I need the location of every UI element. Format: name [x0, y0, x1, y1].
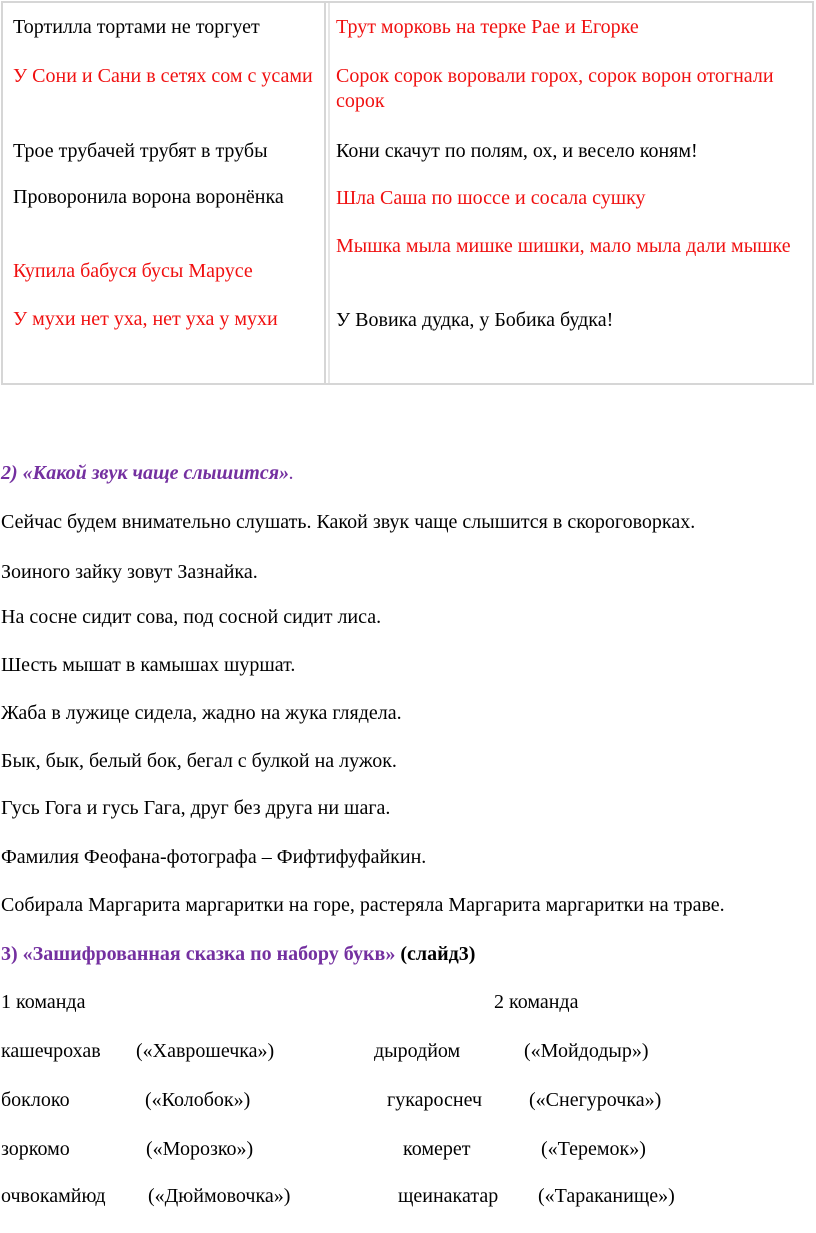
section-3-heading-suffix: (слайд3) [395, 943, 476, 965]
twister-line: Жаба в лужице сидела, жадно на жука глядела. [1, 702, 402, 724]
section-2-intro: Сейчас будем внимательно слушать. Какой звук чаще слышится в скороговорках. [1, 511, 696, 533]
twister-line: Гусь Гога и гусь Гага, друг без друга ни шага. [1, 797, 391, 819]
twister-item: У Вовика дудка, у Бобика будка! [336, 309, 614, 331]
twister-line: Фамилия Феофана-фотографа – Фифтифуфайкин. [1, 846, 427, 868]
twister-item: Мышка мыла мишке шишки, мало мыла дали мышке [336, 235, 791, 257]
twister-item: Купила бабуся бусы Марусе [13, 260, 253, 282]
cipher-word: кашечрохав [1, 1040, 101, 1062]
twister-line: На сосне сидит сова, под сосной сидит лиса. [1, 606, 382, 628]
cipher-answer: («Хаврошечка») [136, 1040, 275, 1062]
twister-item: Сорок сорок воровали горох, сорок ворон отогнали сорок [336, 65, 774, 112]
twister-item: Шла Саша по шоссе и сосала сушку [336, 187, 646, 209]
cipher-answer: («Морозко») [146, 1138, 254, 1160]
twister-item: Тортилла тортами не торгует [13, 16, 260, 38]
cipher-word: щеинакатар [398, 1185, 499, 1207]
twister-item: Трое трубачей трубят в трубы [13, 140, 268, 162]
twister-item: Проворонила ворона воронёнка [13, 186, 284, 208]
cipher-word: дыродйом [374, 1040, 461, 1062]
table-column-left [3, 3, 326, 383]
cipher-answer: («Тараканище») [538, 1185, 675, 1207]
section-3-heading-text: 3) «Зашифрованная сказка по набору букв» [1, 943, 396, 965]
twister-line: Бык, бык, белый бок, бегал с булкой на лужок. [1, 750, 397, 772]
cipher-word: зоркомо [1, 1138, 70, 1160]
twister-item: У Сони и Сани в сетях сом с усами [13, 65, 313, 87]
section-2-heading-text: 2) «Какой звук чаще слышится» [1, 462, 290, 484]
cipher-word: очвокамйюд [1, 1185, 106, 1207]
cipher-word: гукароснеч [387, 1089, 483, 1111]
team-2-label: 2 команда [494, 991, 579, 1013]
twister-line: Зоиного зайку зовут Зазнайка. [1, 561, 258, 583]
cipher-answer: («Снегурочка») [529, 1089, 662, 1111]
section-3-heading [1, 942, 475, 967]
team-1-label: 1 команда [1, 991, 86, 1013]
twister-item: Кони скачут по полям, ох, и весело коням! [336, 140, 698, 162]
section-2-heading [1, 461, 294, 486]
table-column-right [326, 3, 812, 383]
cipher-answer: («Мойдодыр») [524, 1040, 649, 1062]
twister-line: Собирала Маргарита маргаритки на горе, растеряла Маргарита маргаритки на траве. [1, 894, 725, 916]
cipher-word: комерет [403, 1138, 471, 1160]
cipher-answer: («Теремок») [541, 1138, 646, 1160]
cipher-answer: («Колобок») [145, 1089, 251, 1111]
cipher-answer: («Дюймовочка») [148, 1185, 291, 1207]
section-2-heading-period: . [289, 462, 295, 484]
tongue-twister-table [1, 1, 814, 385]
cipher-word: боклоко [1, 1089, 70, 1111]
twister-item: Трут морковь на терке Рае и Егорке [336, 16, 639, 38]
twister-item: У мухи нет уха, нет уха у мухи [13, 308, 278, 330]
twister-line: Шесть мышат в камышах шуршат. [1, 654, 296, 676]
